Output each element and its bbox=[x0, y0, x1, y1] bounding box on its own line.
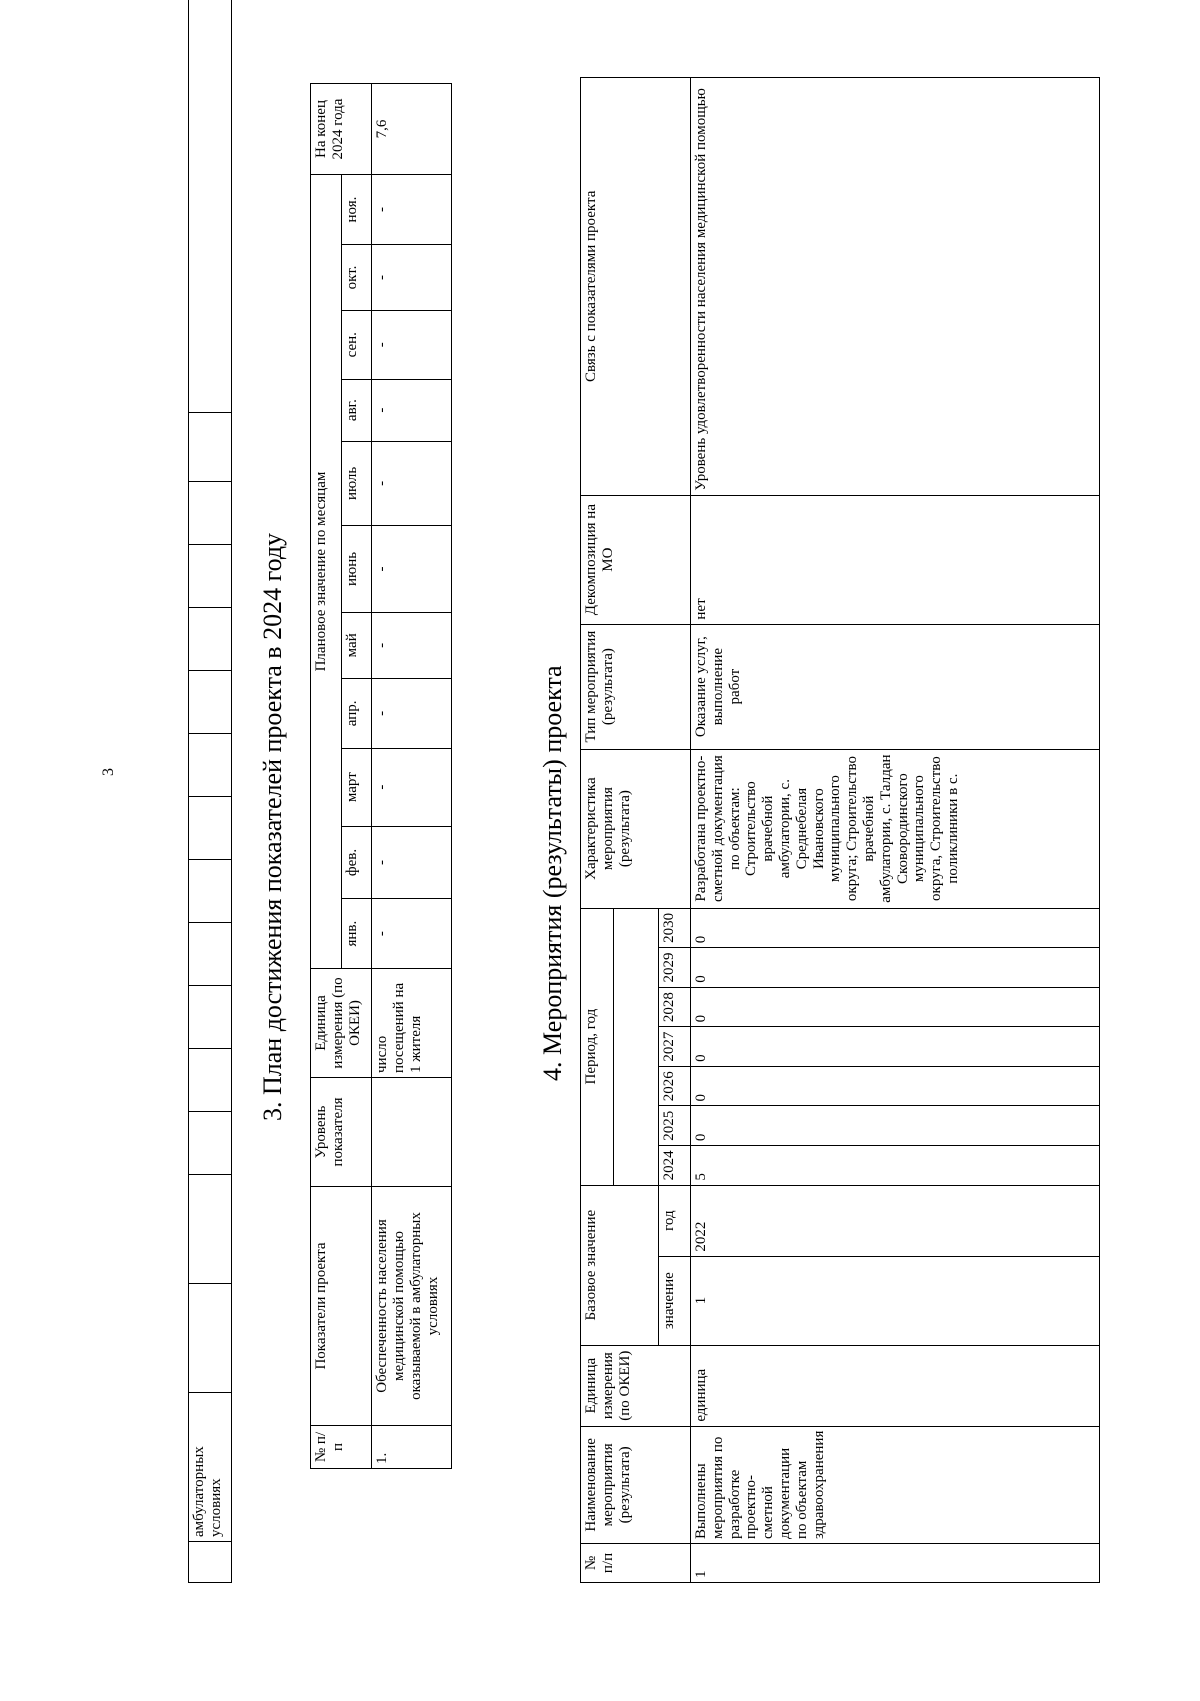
col-name: Наименование мероприятия (результата) bbox=[581, 1426, 691, 1543]
month-header: авг. bbox=[341, 379, 372, 441]
month-value: - bbox=[372, 826, 452, 899]
year-header: 2025 bbox=[658, 1106, 691, 1146]
year-header: 2030 bbox=[658, 908, 691, 948]
month-value: - bbox=[372, 245, 452, 311]
year-header: 2026 bbox=[658, 1066, 691, 1106]
row-end: 7,6 bbox=[372, 84, 452, 175]
month-header: ноя. bbox=[341, 175, 372, 245]
col-link: Связь с показателями проекта bbox=[581, 78, 691, 496]
col-type: Тип мероприятия (результата) bbox=[581, 624, 691, 749]
year-value: 0 bbox=[691, 987, 1100, 1027]
year-value: 0 bbox=[691, 908, 1100, 948]
year-value: 5 bbox=[691, 1146, 1100, 1186]
section3-title: 3. План достижения показателей проекта в 2024 году bbox=[258, 532, 287, 1121]
row-base-year: 2022 bbox=[691, 1185, 1100, 1256]
row-base-value: 1 bbox=[691, 1256, 1100, 1345]
measures-table bbox=[580, 77, 1100, 1583]
month-value: - bbox=[372, 612, 452, 678]
month-header: июнь bbox=[341, 526, 372, 612]
year-header: 2024 bbox=[658, 1146, 691, 1186]
month-header: фев. bbox=[341, 826, 372, 899]
row-link: Уровень удовлетворенности населения медицинской помощью bbox=[691, 78, 1100, 496]
year-value: 0 bbox=[691, 1106, 1100, 1146]
col-period: Период, год bbox=[581, 908, 614, 1185]
month-value: - bbox=[372, 899, 452, 969]
row-type: Оказание услуг, выполнение работ bbox=[691, 624, 1100, 749]
row-num: 1 bbox=[691, 1544, 1100, 1583]
month-value: - bbox=[372, 441, 452, 526]
col-end: На конец 2024 года bbox=[311, 84, 372, 175]
row-indicator: Обеспеченность населения медицинской помощью оказываемой в амбулаторных условиях bbox=[372, 1187, 452, 1426]
row-unit: число посещений на 1 жителя bbox=[372, 969, 452, 1078]
month-value: - bbox=[372, 526, 452, 612]
col-unit: Единица измерения (по ОКЕИ) bbox=[581, 1345, 691, 1426]
col-num: № п/п bbox=[581, 1544, 691, 1583]
year-value: 0 bbox=[691, 1066, 1100, 1106]
row-decomp: нет bbox=[691, 495, 1100, 624]
year-value: 0 bbox=[691, 1027, 1100, 1067]
col-plan-group: Плановое значение по месяцам bbox=[311, 175, 342, 969]
month-value: - bbox=[372, 379, 452, 441]
fragment-text: амбулаторных условиях bbox=[189, 1393, 232, 1542]
month-value: - bbox=[372, 748, 452, 826]
row-level bbox=[372, 1078, 452, 1187]
row-num: 1. bbox=[372, 1426, 452, 1469]
section4-title: 4. Мероприятия (результаты) проекта bbox=[538, 665, 567, 1081]
col-char: Характеристика мероприятия (результата) bbox=[581, 749, 691, 908]
month-header: март bbox=[341, 748, 372, 826]
month-value: - bbox=[372, 175, 452, 245]
col-unit: Единица измерения (по ОКЕИ) bbox=[311, 969, 372, 1078]
col-level: Уровень показателя bbox=[311, 1078, 372, 1187]
row-unit: единица bbox=[691, 1345, 1100, 1426]
col-base: Базовое значение bbox=[581, 1185, 659, 1345]
page-number: 3 bbox=[100, 768, 117, 776]
month-header: янв. bbox=[341, 899, 372, 969]
year-header: 2028 bbox=[658, 987, 691, 1027]
col-decomp: Декомпозиция на МО bbox=[581, 495, 691, 624]
month-header: июль bbox=[341, 441, 372, 526]
year-value: 0 bbox=[691, 948, 1100, 988]
row-name: Выполнены мероприятия по разработке проектно-сметной документации по объектам здравоохранения bbox=[691, 1426, 1100, 1543]
col-base-value: значение bbox=[658, 1256, 691, 1345]
year-header: 2027 bbox=[658, 1027, 691, 1067]
month-value: - bbox=[372, 310, 452, 379]
table-row bbox=[691, 78, 1100, 1583]
previous-table-fragment bbox=[188, 0, 232, 1583]
col-indicator: Показатели проекта bbox=[311, 1187, 372, 1426]
month-header: сен. bbox=[341, 310, 372, 379]
col-base-year: год bbox=[658, 1185, 691, 1256]
plan-table bbox=[310, 83, 452, 1469]
month-header: май bbox=[341, 612, 372, 678]
month-header: апр. bbox=[341, 678, 372, 748]
month-value: - bbox=[372, 678, 452, 748]
row-char: Разработана проектно-сметной документация по объектам: Строительство врачебной амбулатории, с. Среднебелая Ивановского муниципального округа; Строительство врачебной амбулатории, с. Талдан Сковородинского муниципального округа, Строительство поликлиники в с. bbox=[691, 749, 1100, 908]
table-row bbox=[372, 84, 452, 1469]
year-header: 2029 bbox=[658, 948, 691, 988]
month-header: окт. bbox=[341, 245, 372, 311]
col-num: № п/п bbox=[311, 1426, 372, 1469]
